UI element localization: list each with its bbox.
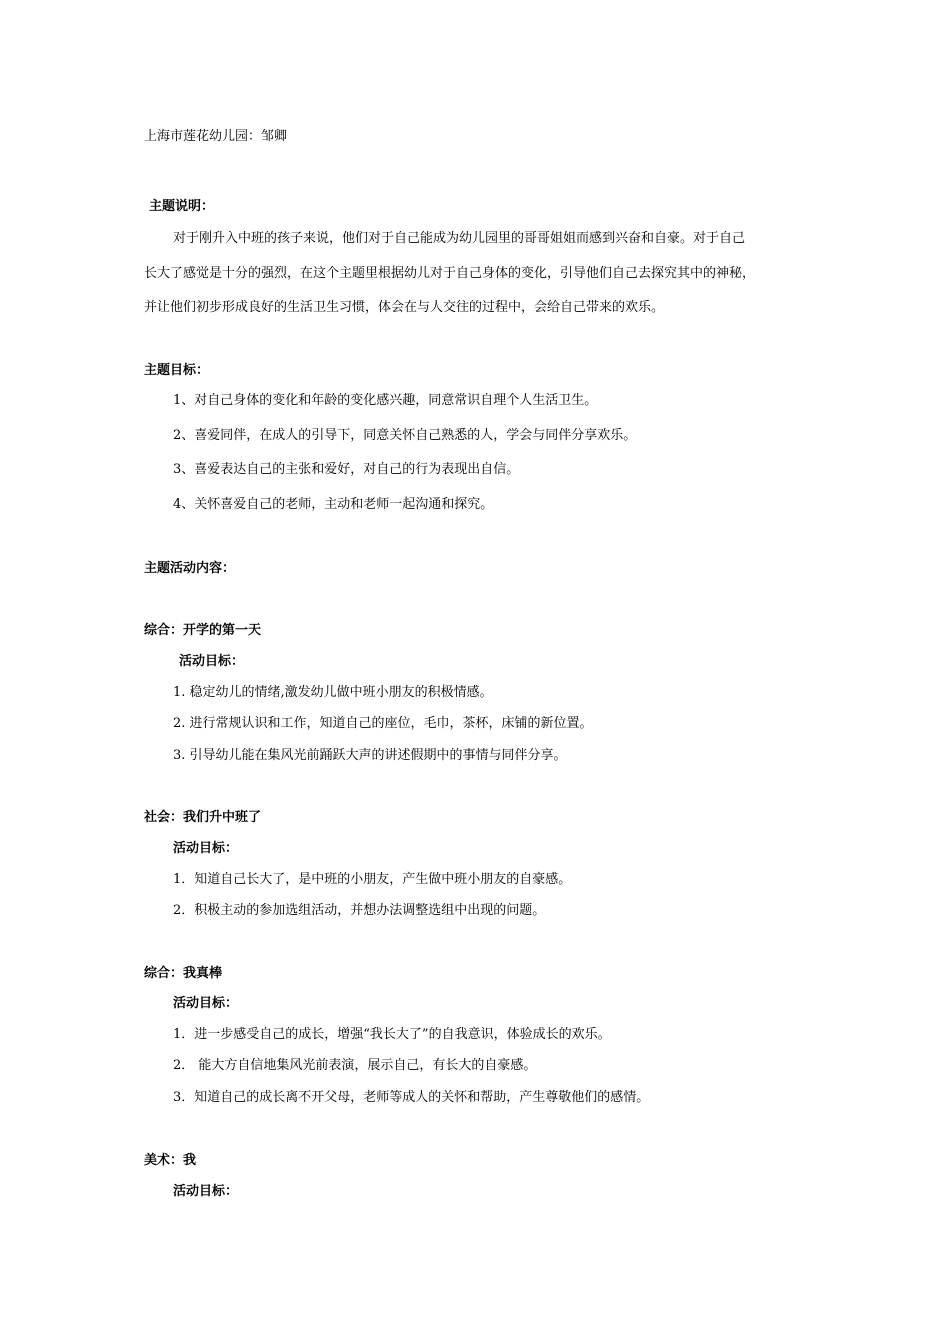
intro-line: 并让他们初步形成良好的生活卫生习惯，体会在与人交往的过程中，会给自己带来的欢乐。 <box>144 300 665 315</box>
goal-item: 4、关怀喜爱自己的老师，主动和老师一起沟通和探究。 <box>173 497 494 512</box>
author-line: 上海市莲花幼儿园：邹卿 <box>144 129 288 144</box>
activity-subheading: 活动目标： <box>173 996 239 1011</box>
content-heading: 主题活动内容： <box>144 561 236 576</box>
intro-heading: 主题说明： <box>149 199 215 214</box>
activity-title: 社会：我们升中班了 <box>144 810 262 825</box>
activity-title: 美术：我 <box>144 1153 197 1168</box>
activity-subheading: 活动目标： <box>173 841 239 856</box>
intro-line: 对于刚升入中班的孩子来说，他们对于自己能成为幼儿园里的哥哥姐姐而感到兴奋和自豪。对于自己 <box>173 231 746 246</box>
activity-item: 1．知道自己长大了，是中班的小朋友，产生做中班小朋友的自豪感。 <box>173 872 572 887</box>
activity-item: 1. 稳定幼儿的情绪,激发幼儿做中班小朋友的积极情感。 <box>173 685 493 700</box>
activity-item: 3．知道自己的成长离不开父母，老师等成人的关怀和帮助，产生尊敬他们的感情。 <box>173 1090 650 1105</box>
goal-item: 1、对自己身体的变化和年龄的变化感兴趣，同意常识自理个人生活卫生。 <box>173 393 598 408</box>
activity-item: 2. 进行常规认识和工作，知道自己的座位，毛巾，茶杯，床铺的新位置。 <box>173 716 593 731</box>
activity-subheading: 活动目标： <box>173 1184 239 1199</box>
goal-item: 3、喜爱表达自己的主张和爱好，对自己的行为表现出自信。 <box>173 462 520 477</box>
intro-line: 长大了感觉是十分的强烈，在这个主题里根据幼儿对于自己身体的变化，引导他们自己去探究其中的神秘， <box>144 266 756 281</box>
activity-title: 综合：我真棒 <box>144 966 223 981</box>
activity-title: 综合：开学的第一天 <box>144 623 262 638</box>
activity-item: 2．积极主动的参加选组活动，并想办法调整选组中出现的问题。 <box>173 903 546 918</box>
activity-item: 3. 引导幼儿能在集风光前踊跃大声的讲述假期中的事情与同伴分享。 <box>173 748 567 763</box>
activity-item: 1．进一步感受自己的成长，增强“我长大了”的自我意识，体验成长的欢乐。 <box>173 1027 611 1042</box>
goals-heading: 主题目标： <box>144 363 210 378</box>
activity-subheading: 活动目标： <box>179 654 245 669</box>
activity-item: 2． 能大方自信地集风光前表演，展示自己，有长大的自豪感。 <box>173 1058 537 1073</box>
goal-item: 2、喜爱同伴，在成人的引导下，同意关怀自己熟悉的人，学会与同伴分享欢乐。 <box>173 428 637 443</box>
